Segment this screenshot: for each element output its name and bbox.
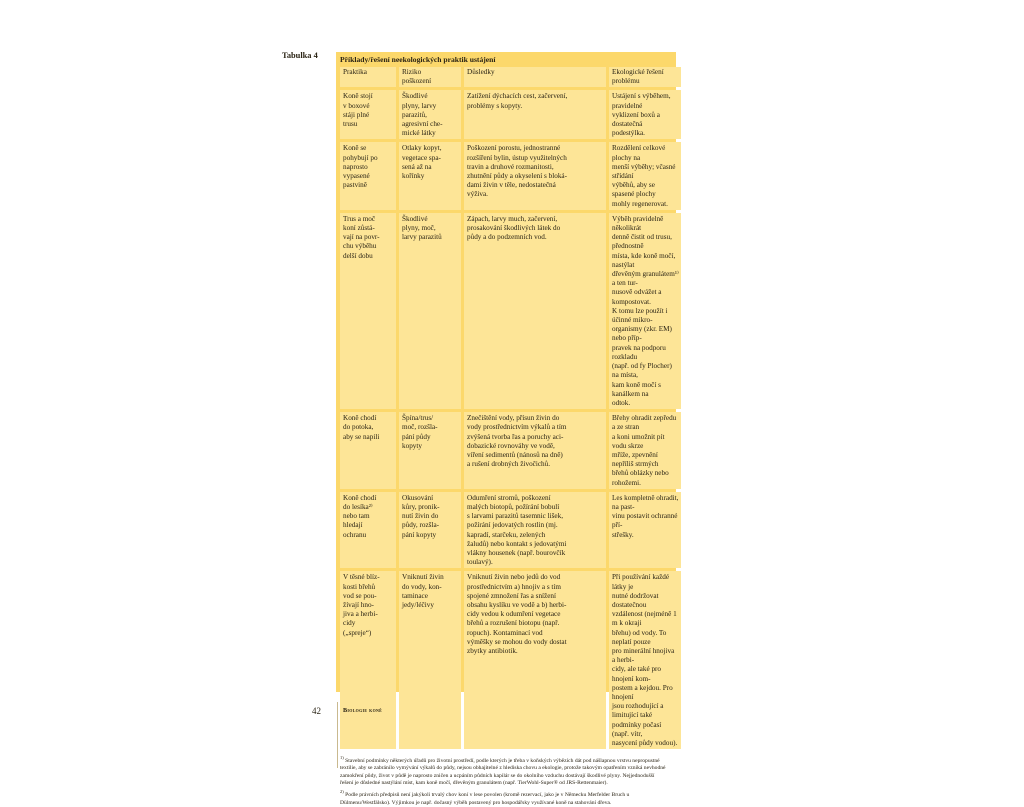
cell-riziko: Otlaky kopyt, vegetace spa- sená až na kořínky (399, 142, 461, 209)
footnote-mark: 2) (340, 789, 344, 795)
cell-dusledky: Odumření stromů, poškození malých biotopů, požírání bobulí s larvami parazitů tasemnic lišek, požírání jedovatých rostlin (mj. kapradí, starčeku, zelených žaludů) nebo kontakt s jedovatými vlákny housenek (např. bourovčík toulavý). (464, 492, 606, 569)
footnote-text: Podle právních předpisů není jakýkoli trvalý chov koní v lese povolen (kromě rezervací, jako je v Německu Merfelder Bruch u Dülmenu/Westfálsko). Výjimkou je např. dočasný výběh postavený pro hospodářsky využívané koně na stahování dřeva. (340, 792, 630, 806)
footnote-text: Stavební podmínky některých úřadů pro životní prostředí, podle kterých je třeba v koňských výbězích dát pod nášlapnou vrstvu nepropustné textilie, aby se zabránilo vymývání výkalů do půdy, nejsou obhajitelné z hlediska chovu a ekologie, protože takovým opatřením vzniká nevhodné zamokření půdy, život v půdě je naprosto zničen a ucpáním půdních kapilár se do okolního vzduchu dostávají škodlivé plyny. Nejjednodušší řešení je důsledné nastýlání míst, kam koně močí, dřevěným granulátem (např. TierWohl-Super® od JRS-Rettenmaier). (340, 758, 666, 787)
cell-praktika: Koně chodí do potoka, aby se napili (340, 412, 396, 489)
cell-dusledky: Znečištění vody, přísun živin do vody prostřednictvím výkalů a tím zvýšená tvorba řas a poruchy aci- dobazické rovnováhy ve vodě, víření sedimentů (nánosů na dně) a rušení drobných živočichů. (464, 412, 606, 489)
table-title: Příklady/řešení neekologických praktik ustájení (340, 55, 496, 64)
table-header-row (340, 67, 672, 87)
cell-praktika: Koně stojí v boxové stáji plné trusu (340, 90, 396, 139)
cell-dusledky: Vniknutí živin nebo jedů do vod prostřednictvím a) hnojiv a s tím spojené zmnožení řas a snížení obsahu kyslíku ve vodě a b) herbi- cidy vedou k odumření vegetace břehů a rozrušení biotopu (např. ropuch). Kontaminací vod výměšky se mohou do vody dostat zbytky antibiotik. (464, 571, 606, 749)
cell-dusledky: Poškození porostu, jednostranné rozšíření bylin, ústup využitelných travin a druhové rozmanitosti, zhutnění půdy a okyselení s bloká- dami živin v těle, nedostatečná výživa. (464, 142, 606, 209)
footnotes (340, 754, 672, 807)
cell-reseni: Výběh pravidelně několikrát denně čistit od trusu, přednostně místa, kde koně močí, nastýlat dřevěným granulátem¹⁾ a ten tur- nusově odvážet a kompostovat. K tomu lze použít i účinné mikro- organismy (zkr. EM) nebo příp- pravek na podporu rozkladu (např. od fy Plocher) na místa, kam koně močí s kanálkem na odtok. (609, 213, 681, 409)
table-row (340, 142, 676, 209)
header-dusledky: Důsledky (464, 67, 606, 87)
cell-praktika: Trus a moč koní zůstá- vají na povr- chu výběhu delší dobu (340, 213, 396, 409)
cell-riziko: Škodlivé plyny, larvy parazitů, agresivní che- mické látky (399, 90, 461, 139)
table-row (340, 571, 678, 749)
cell-dusledky: Zatížení dýchacích cest, začervení, problémy s kopyty. (464, 90, 606, 139)
footnote-mark: 1) (340, 755, 344, 761)
cell-praktika: Koně chodí do lesíka²⁾ nebo tam hledají ochranu (340, 492, 396, 569)
cell-reseni: Les kompletně ohradit, na past- vinu postavit ochranné pří- střešky. (609, 492, 681, 569)
cell-praktika: Koně se pohybují po naprosto vypasené pastvině (340, 142, 396, 209)
cell-riziko: Škodlivé plyny, moč, larvy parazitů (399, 213, 461, 409)
header-praktika: Praktika (340, 67, 396, 87)
page-number: 42 (312, 706, 321, 716)
cell-riziko: Okusování kůry, pronik- nutí živin do půdy, rozšla- pání kopyty (399, 492, 461, 569)
page-divider (337, 702, 338, 768)
header-reseni: Ekologické řešení problému (609, 67, 681, 87)
footnote (340, 754, 666, 787)
running-title: Biologie koně (343, 707, 383, 714)
cell-reseni: Při používání každé látky je nutné dodržovat dostatečnou vzdálenost (nejméně 1 m k okraji břehu) od vody. To neplatí pouze pro minerální hnojiva a herbi- cidy, ale také pro hnojení kom- postem a kejdou. Pro hnojení jsou rozhodující a limitující také podmínky počasí (např. vítr, nasycení půdy vodou). (609, 571, 681, 749)
cell-riziko: Vniknutí živin do vody, kon- taminace jedy/léčivy (399, 571, 461, 749)
cell-riziko: Špína/trus/ moč, rozšla- pání půdy kopyty (399, 412, 461, 489)
table-row (340, 213, 679, 409)
cell-reseni: Ustájení s výběhem, pravidelné vyklizení boxů a dostatečná podestýlka. (609, 90, 681, 139)
table-row (340, 90, 672, 139)
cell-reseni: Břehy ohradit zepředu a ze stran a koni umožnit pít vodu skrze mříže, zpevnění nepříliš strmých břehů oblázky nebo rohožemi. (609, 412, 681, 489)
header-riziko: Riziko poškození (399, 67, 461, 87)
cell-praktika: V těsné blíz- kosti břehů vod se pou- žívají hno- jiva a herbi- cidy („spreje“) (340, 571, 396, 749)
table-label: Tabulka 4 (282, 51, 318, 60)
table-row (340, 412, 677, 489)
cell-dusledky: Zápach, larvy much, začervení, prosakování škodlivých látek do půdy a do podzemních vod. (464, 213, 606, 409)
footnote (340, 788, 666, 807)
table-row (340, 492, 679, 569)
cell-reseni: Rozdělení celkové plochy na menší výběhy; včasné střídání výběhů, aby se spasené plochy mohly regenerovat. (609, 142, 681, 209)
